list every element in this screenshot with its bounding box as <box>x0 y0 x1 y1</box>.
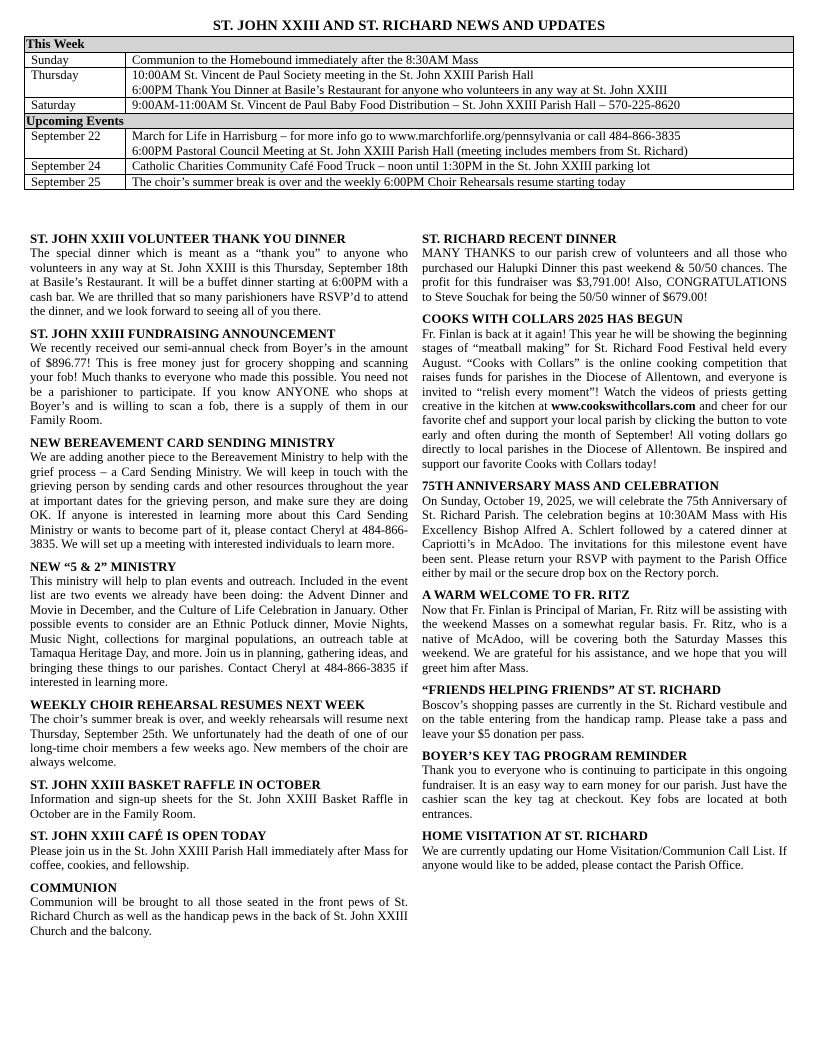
article-body: On Sunday, October 19, 2025, we will celebrate the 75th Anniversary of St. Richard Parish. The celebration begins at 10:30AM Mass with His Excellency Bishop Alfred A. Schlert followed by a catered dinner at Capriotti’s in McAdoo. The invitations for this milestone event have been sent. Please return your RSVP with payment to the Parish Office either by mail or the secure drop box on the Rectory porch. <box>422 493 787 580</box>
article-fundraising <box>30 327 408 428</box>
article-heading: ST. JOHN XXIII BASKET RAFFLE IN OCTOBER <box>30 777 321 792</box>
article-body: Thank you to everyone who is continuing to participate in this ongoing fundraiser. It is an easy way to earn money for our parish. Just have the cashier scan the key tag at checkout. Key fobs are located at both entrances. <box>422 763 787 821</box>
schedule-day: Saturday <box>25 98 126 114</box>
schedule-line: 9:00AM-11:00AM St. Vincent de Paul Baby Food Distribution – St. John XXIII Parish Hall – 570-225-8620 <box>132 98 681 112</box>
article-key-tag-reminder <box>422 749 787 821</box>
schedule-detail <box>126 159 794 175</box>
schedule-detail <box>126 68 794 98</box>
left-column <box>30 232 408 946</box>
article-body: The choir’s summer break is over, and weekly rehearsals will resume next Thursday, September 25th. We unfortunately had the death of one of our long-time choir members a few weeks ago. New members of the choir are always welcome. <box>30 712 408 770</box>
article-body: Communion will be brought to all those seated in the front pews of St. Richard Church as well as the handicap pews in the back of St. John XXIII Church and the balcony. <box>30 895 408 938</box>
schedule-day: Thursday <box>25 68 126 98</box>
article-heading: “FRIENDS HELPING FRIENDS” AT ST. RICHARD <box>422 683 722 698</box>
article-body: MANY THANKS to our parish crew of volunteers and all those who purchased our Halupki Dinner this past weekend & 50/50 chances. The profit for this fundraiser was $3,791.00! Also, CONGRATULATIONS to Steve Souchak for being the 50/50 winner of $679.00! <box>422 246 787 304</box>
article-body: Now that Fr. Finlan is Principal of Marian, Fr. Ritz will be assisting with the weekend Masses on a somewhat regular basis. Fr. Ritz, who is a native of McAdoo, will be covering both the Saturday Masses this weekend. We are grateful for his assistance, and we hope that you will greet him after Mass. <box>422 602 787 675</box>
article-body: We are currently updating our Home Visitation/Communion Call List. If anyone would like to be added, please contact the Parish Office. <box>422 843 787 873</box>
article-heading: COMMUNION <box>30 880 117 895</box>
article-heading: ST. JOHN XXIII FUNDRAISING ANNOUNCEMENT <box>30 326 336 341</box>
article-heading: COOKS WITH COLLARS 2025 HAS BEGUN <box>422 312 683 327</box>
schedule-day: Sunday <box>25 52 126 68</box>
article-body <box>422 327 787 472</box>
schedule-day: September 25 <box>25 174 126 190</box>
article-body: We are adding another piece to the Bereavement Ministry to help with the grief process – a Card Sending Ministry. We will keep in touch with the grieving person by sending cards and other resources throughout the year at important dates for the grieving person, and make sure they are doing OK. If anyone is interested in learning more about this Card Sending Ministry or wants to become part of it, please contact Cheryl at 484-866-3835. We will set up a meeting with interested individuals to learn more. <box>30 450 408 552</box>
article-body: We recently received our semi-annual check from Boyer’s in the amount of $896.77! This is free money just for grocery shopping and scanning your fob! Much thanks to everyone who made this possible. You need not be a parishioner to participate. If you know ANYONE who shops at Boyer’s and is willing to scan a fob, there is a supply of them in our Family Room. <box>30 341 408 428</box>
article-body: The special dinner which is meant as a “thank you” to anyone who volunteers in any way at St. John XXIII is this Thursday, September 18th at Basile’s Restaurant. It will be a buffet dinner starting at 6:00PM with a cash bar. We are thrilled that so many parishioners have RSVP’d to attend the dinner, and we look forward to seeing all of you there. <box>30 246 408 319</box>
article-heading: NEW BEREAVEMENT CARD SENDING MINISTRY <box>30 435 336 450</box>
article-heading: ST. RICHARD RECENT DINNER <box>422 232 617 246</box>
schedule-detail <box>126 174 794 190</box>
schedule-day: September 22 <box>25 129 126 159</box>
schedule-row <box>25 52 794 68</box>
article-basket-raffle <box>30 778 408 821</box>
schedule-row <box>25 159 794 175</box>
article-heading: ST. JOHN XXIII CAFÉ IS OPEN TODAY <box>30 829 267 844</box>
article-friends-helping-friends <box>422 683 787 741</box>
this-week-header-row <box>25 37 794 53</box>
schedule-line: The choir’s summer break is over and the weekly 6:00PM Choir Rehearsals resume starting today <box>132 174 626 189</box>
schedule-line: March for Life in Harrisburg – for more info go to www.marchforlife.org/pennsylvania or call 484-866-3835 <box>132 129 681 143</box>
article-volunteer-dinner <box>30 232 408 319</box>
this-week-heading: This Week <box>25 37 794 53</box>
schedule-day: September 24 <box>25 159 126 175</box>
schedule-detail <box>126 129 794 159</box>
schedule-table <box>24 36 794 190</box>
schedule-line: Catholic Charities Community Café Food Truck – noon until 1:30PM in the St. John XXIII parking lot <box>132 159 651 173</box>
article-5-and-2-ministry <box>30 560 408 690</box>
schedule-line: 6:00PM Thank You Dinner at Basile’s Restaurant for anyone who volunteers in any way at St. John XXIII <box>132 82 668 97</box>
article-home-visitation <box>422 829 787 872</box>
article-choir-rehearsal <box>30 698 408 770</box>
article-body-text: Fr. Finlan is back at it again! This year he will be showing the beginning stages of “meatball making” for St. Richard Food Festival held every August. “Cooks with Collars” is the online cooking competition that raises funds for parishes in the Diocese of Allentown, and everyone is invited to “relish every moment”! Watch the videos of priests getting creative in the kitchen at <box>422 326 787 413</box>
article-cooks-with-collars <box>422 312 787 471</box>
article-body: This ministry will help to plan events and outreach. Included in the event list are two events we already have been doing: the Advent Dinner and Movie in December, and the Culture of Life Celebration in January. Other possible events to consider are an Ethnic Potluck dinner, Movie Nights, Music Night, collections for marginal populations, an outreach table at Tamaqua Heritage Day, and more. Join us in planning, gathering ideas, and bringing these things to our parishes. Contact Cheryl at 484-866-3835 if interested in learning more. <box>30 573 408 690</box>
article-welcome-fr-ritz <box>422 588 787 675</box>
article-cafe <box>30 829 408 872</box>
upcoming-heading: Upcoming Events <box>25 113 794 129</box>
article-bereavement-card <box>30 436 408 552</box>
schedule-detail <box>126 98 794 114</box>
article-body: Information and sign-up sheets for the St. John XXIII Basket Raffle in October are in the Family Room. <box>30 792 408 821</box>
article-heading: BOYER’S KEY TAG PROGRAM REMINDER <box>422 748 688 763</box>
schedule-row <box>25 174 794 190</box>
article-heading: ST. JOHN XXIII VOLUNTEER THANK YOU DINNER <box>30 232 346 246</box>
schedule-row <box>25 68 794 98</box>
article-75th-anniversary <box>422 479 787 580</box>
upcoming-header-row <box>25 113 794 129</box>
article-body: Please join us in the St. John XXIII Parish Hall immediately after Mass for coffee, cookies, and fellowship. <box>30 843 408 873</box>
article-heading: NEW “5 & 2” MINISTRY <box>30 559 177 574</box>
website-link[interactable]: www.cookswithcollars.com <box>551 398 696 413</box>
right-column <box>422 232 787 881</box>
schedule-row <box>25 98 794 114</box>
schedule-line: 6:00PM Pastoral Council Meeting at St. John XXIII Parish Hall (meeting includes members from St. Richard) <box>132 143 688 158</box>
schedule-row <box>25 129 794 159</box>
article-communion <box>30 881 408 939</box>
schedule-line: Communion to the Homebound immediately after the 8:30AM Mass <box>132 52 479 67</box>
article-heading: 75TH ANNIVERSARY MASS AND CELEBRATION <box>422 479 719 494</box>
bulletin-page <box>24 18 794 190</box>
article-heading: WEEKLY CHOIR REHEARSAL RESUMES NEXT WEEK <box>30 697 366 712</box>
article-recent-dinner <box>422 232 787 304</box>
article-heading: A WARM WELCOME TO FR. RITZ <box>422 588 630 603</box>
schedule-line: 10:00AM St. Vincent de Paul Society meeting in the St. John XXIII Parish Hall <box>132 68 534 82</box>
schedule-detail <box>126 52 794 68</box>
page-title: ST. JOHN XXIII AND ST. RICHARD NEWS AND UPDATES <box>212 18 606 34</box>
article-body: Boscov’s shopping passes are currently in the St. Richard vestibule and on the table entering from the handicap ramp. Please take a pass and leave your $5 donation per pass. <box>422 697 787 741</box>
article-body-text: and cheer for our favorite chef and support your local parish by clicking the button to vote early and often during the month of September! All voting dollars go directly to local parishes in the Diocese of Allentown. Be inspired and support our favorite Cooks with Collars today! <box>422 398 787 471</box>
article-heading: HOME VISITATION AT ST. RICHARD <box>422 829 648 844</box>
